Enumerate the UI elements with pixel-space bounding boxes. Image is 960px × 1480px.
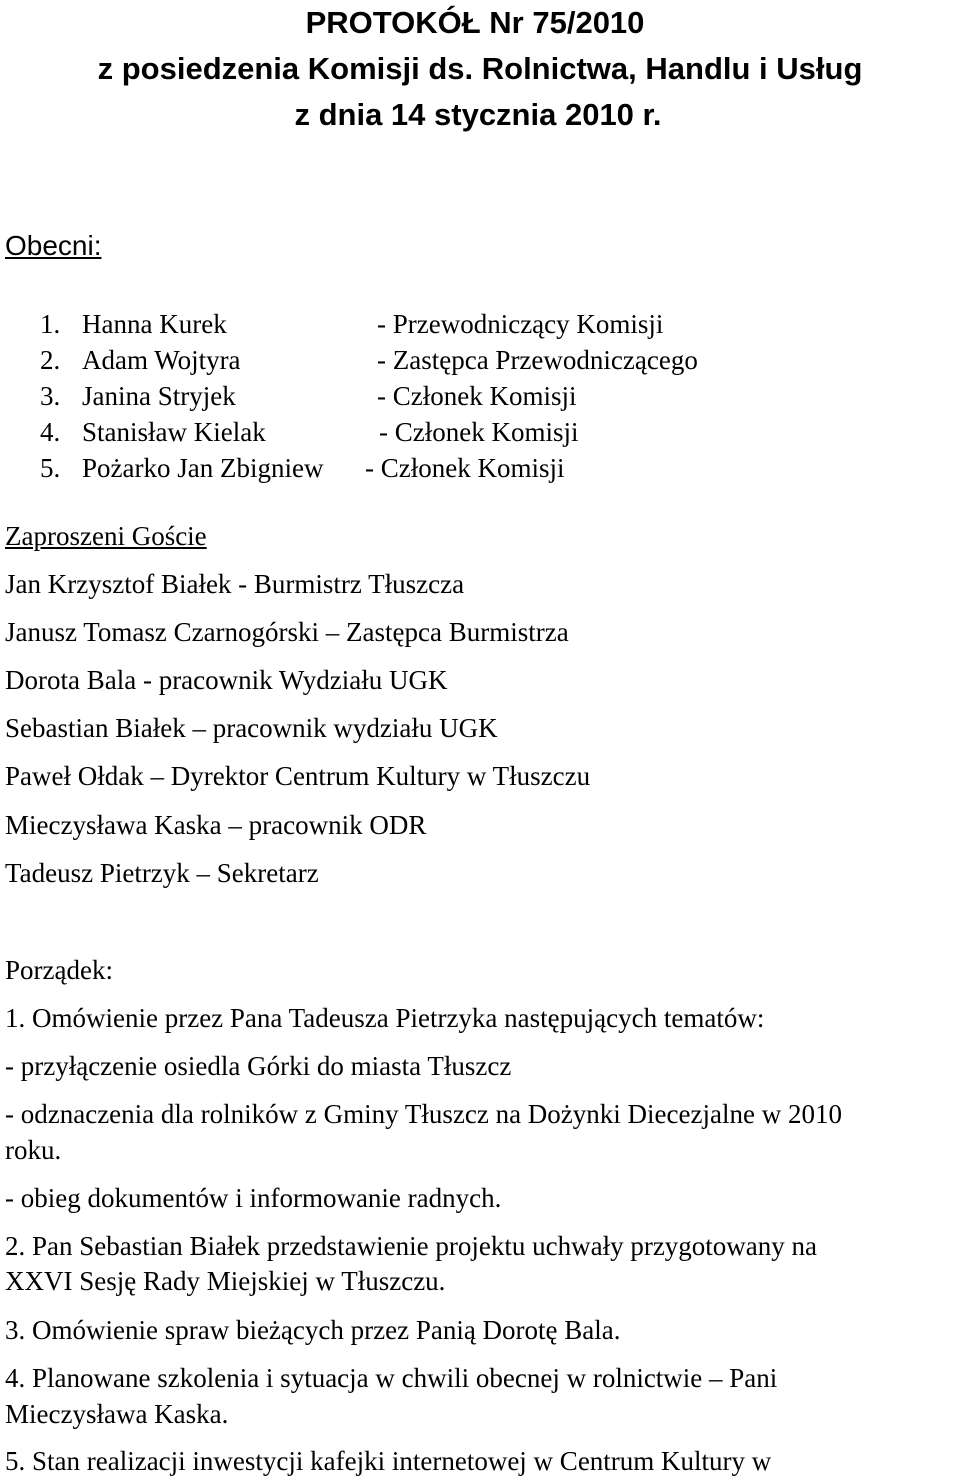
guests-heading: Zaproszeni Goście [5,521,207,551]
present-heading: Obecni: [5,230,102,261]
member-role: - Zastępca Przewodniczącego [377,345,698,375]
member-role: - Członek Komisji [379,417,579,447]
member-number: 4. [40,417,61,447]
agenda-item-4-continuation: Mieczysława Kaska. [5,1399,229,1429]
member-role: - Przewodniczący Komisji [377,309,664,339]
agenda-item-1: 1. Omówienie przez Pana Tadeusza Pietrzyka następujących tematów: [5,1003,765,1033]
member-role: - Członek Komisji [365,453,565,483]
guest-item: Mieczysława Kaska – pracownik ODR [5,810,427,840]
guest-item: Jan Krzysztof Białek - Burmistrz Tłuszcza [5,569,465,599]
member-name: Adam Wojtyra [82,345,241,375]
agenda-heading: Porządek: [5,955,113,985]
guest-item: Sebastian Białek – pracownik wydziału UGK [5,713,498,743]
agenda-item-2: 2. Pan Sebastian Białek przedstawienie projektu uchwały przygotowany na [5,1231,818,1261]
protocol-title: PROTOKÓŁ Nr 75/2010 [305,5,645,40]
guest-item: Paweł Ołdak – Dyrektor Centrum Kultury w Tłuszczu [5,761,591,791]
committee-subtitle: z posiedzenia Komisji ds. Rolnictwa, Handlu i Usług [97,51,863,86]
guest-item: Dorota Bala - pracownik Wydziału UGK [5,665,448,695]
member-name: Pożarko Jan Zbigniew [82,453,324,483]
guest-item: Tadeusz Pietrzyk – Sekretarz [5,858,319,888]
agenda-subitem-continuation: roku. [5,1135,62,1165]
agenda-subitem: - obieg dokumentów i informowanie radnych. [5,1183,502,1213]
member-name: Stanisław Kielak [82,417,266,447]
member-number: 2. [40,345,61,375]
member-role: - Członek Komisji [377,381,577,411]
agenda-subitem: - przyłączenie osiedla Górki do miasta Tłuszcz [5,1051,512,1081]
member-number: 1. [40,309,61,339]
meeting-date: z dnia 14 stycznia 2010 r. [294,97,662,132]
guest-item: Janusz Tomasz Czarnogórski – Zastępca Burmistrza [5,617,569,647]
agenda-item-5: 5. Stan realizacji inwestycji kafejki internetowej w Centrum Kultury w [5,1446,772,1476]
member-number: 3. [40,381,61,411]
agenda-item-2-continuation: XXVI Sesję Rady Miejskiej w Tłuszczu. [5,1266,446,1296]
agenda-item-4: 4. Planowane szkolenia i sytuacja w chwili obecnej w rolnictwie – Pani [5,1363,778,1393]
agenda-item-3: 3. Omówienie spraw bieżących przez Panią Dorotę Bala. [5,1315,621,1345]
member-number: 5. [40,453,61,483]
member-name: Hanna Kurek [82,309,227,339]
member-name: Janina Stryjek [82,381,236,411]
agenda-subitem: - odznaczenia dla rolników z Gminy Tłuszcz na Dożynki Diecezjalne w 2010 [5,1099,842,1129]
